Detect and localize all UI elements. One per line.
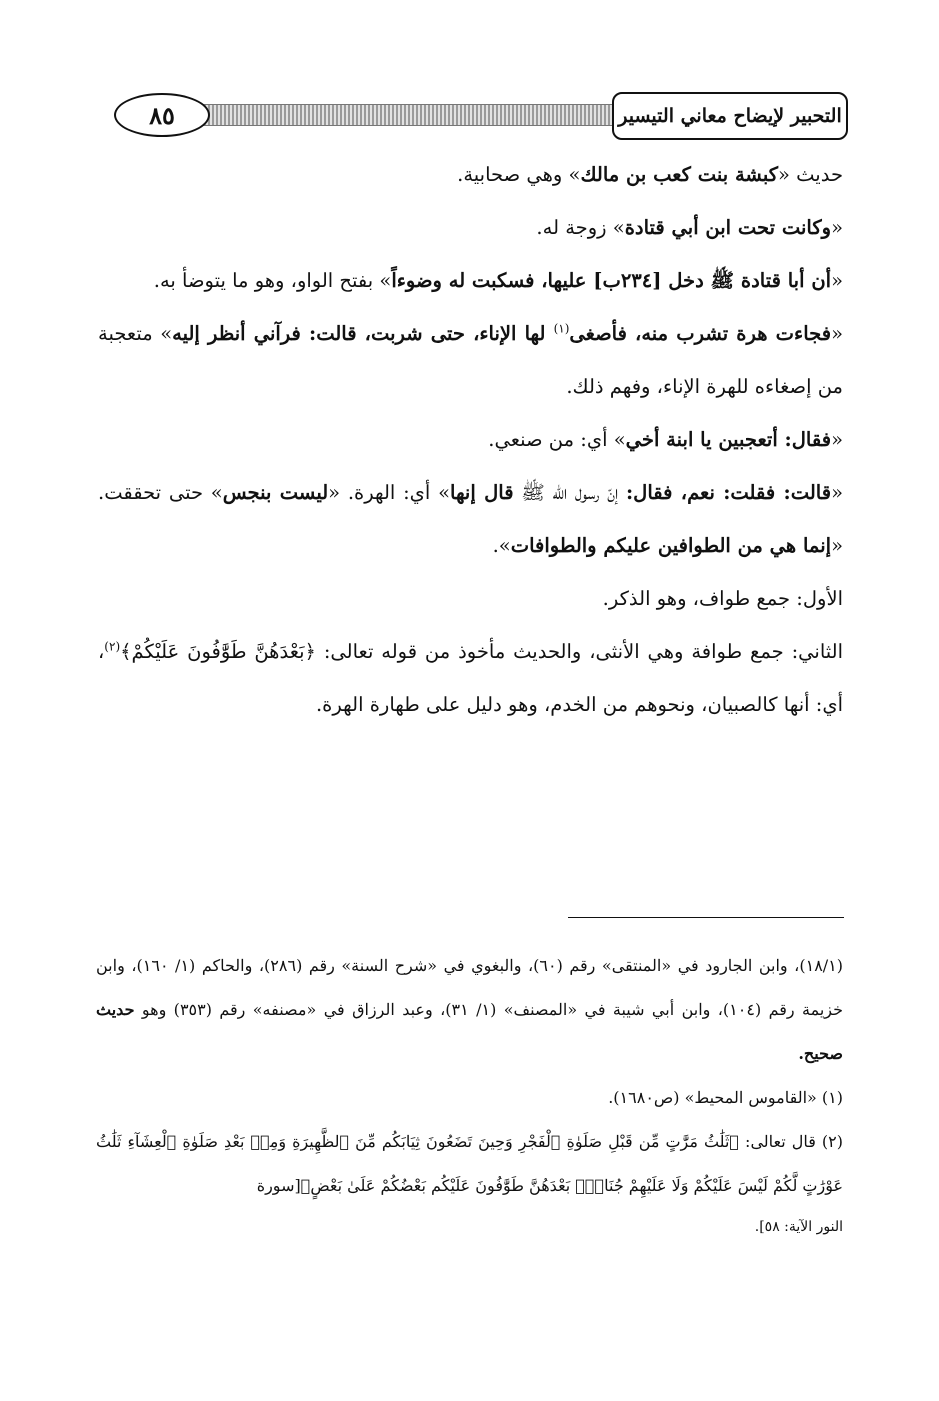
- text: » بفتح الواو، وهو ما يتوضأ به.: [153, 269, 392, 292]
- text: » وهي صحابية.: [457, 163, 581, 186]
- hadith-quote: لها الإناء، حتى شربت، قالت: فرآني أنظر إليه: [172, 322, 554, 345]
- paragraph-7: الأول: جمع طواف، وهو الذكر.: [602, 587, 843, 610]
- text: (١٨/١)، وابن الجارود في «المنتقى» رقم (٦٠)، والبغوي في «شرح السنة» رقم (٢٨٦)، والحاكم (١/ ١٦٠)، وابن خزيمة رقم (١٠٤)، وابن أبي شيبة في «المصنف» (١/ ٣١)، وعبد الرزاق في «مصنفه» رقم (٣٥٣) وهو: [96, 956, 844, 1019]
- hadith-quote: أن أبا قتادة ﷺ دخل [٢٣٤ب] عليها، فسكبت له وضوءاً: [391, 269, 832, 292]
- text: » أي: الهرة. «: [328, 481, 450, 504]
- paragraph-3: [98, 254, 843, 307]
- paragraph-5: [98, 413, 843, 466]
- hadith-quote: قالت: فقلت: نعم، فقال:: [625, 481, 832, 504]
- text: إنّ رسول الله ﷺ: [513, 481, 626, 504]
- footnote-continuation: [96, 944, 843, 1076]
- hadith-quote: قال إنها: [450, 481, 514, 504]
- footnote-marker[interactable]: (١): [553, 321, 570, 336]
- footnote-separator: [568, 917, 844, 918]
- text: حديث «: [778, 163, 843, 186]
- hadith-quote: وكانت تحت ابن أبي قتادة: [624, 216, 832, 239]
- footnote-marker[interactable]: (٢): [104, 639, 121, 654]
- text: » حتى تحققت. «: [98, 481, 843, 557]
- text: » متعجبة من إصغاءه للهرة الإناء، وفهم ذلك.: [98, 322, 843, 398]
- text: «: [831, 216, 843, 239]
- running-header: [100, 92, 848, 140]
- footnotes: [96, 944, 843, 1242]
- text: حديث صحيح.: [96, 1000, 843, 1063]
- header-decorative-band: [160, 104, 688, 126]
- hadith-quote: فجاءت هرة تشرب منه، فأصغى: [569, 322, 832, 345]
- text: » زوجة له.: [536, 216, 625, 239]
- paragraph-4: [98, 307, 843, 413]
- paragraph-1: [98, 148, 843, 201]
- book-title: التحبير لإيضاح معاني التيسير: [612, 92, 848, 140]
- paragraph-6: [98, 466, 843, 572]
- paragraph-8: [98, 625, 843, 731]
- text: «: [831, 428, 843, 451]
- hadith-quote: إنما هي من الطوافين عليكم والطوافات: [510, 534, 832, 557]
- hadith-quote: فقال: أتعجبين يا ابنة أخي: [625, 428, 832, 451]
- text: الثاني: جمع طوافة وهي الأنثى، والحديث مأخوذ من قوله تعالى: ﴿بَعْدَهُنَّ طَوَّٰفُونَ عَلَيْكُمْ﴾: [120, 640, 843, 663]
- text: » أي: من صنعي.: [488, 428, 626, 451]
- footnote-2: (٢) قال تعالى: ﴿ثَلَٰثُ مَرَّٰتٍ مِّن قَبْلِ صَلَوٰةِ ٱلْفَجْرِ وَحِينَ تَضَعُونَ ثِيَابَكُم مِّنَ ٱلظَّهِيرَةِ وَمِنۢ بَعْدِ صَلَوٰةِ ٱلْعِشَآءِ ثَلَٰثُ عَوْرَٰتٍ لَّكُمْ لَيْسَ عَلَيْكُمْ وَلَا عَلَيْهِمْ جُنَاحٌۢ بَعْدَهُنَّ طَوَّٰفُونَ عَلَيْكُم بَعْضُكُمْ عَلَىٰ بَعْضٍ﴾[سورة: [96, 1132, 843, 1195]
- text: «: [831, 481, 844, 504]
- text: ».: [492, 534, 511, 557]
- text: ، أي: أنها كالصبيان، ونحوهم من الخدم، وهو دليل على طهارة الهرة.: [98, 640, 843, 716]
- text: «: [831, 269, 843, 292]
- text: «: [831, 322, 844, 345]
- footnote-1: (١) «القاموس المحيط» (ص١٦٨٠).: [608, 1088, 843, 1107]
- narrator-name: كبشة بنت كعب بن مالك: [580, 163, 778, 186]
- paragraph-2: [98, 201, 843, 254]
- footnote-2-end: النور الآية: ٥٨].: [754, 1219, 843, 1235]
- page-number: ٨٥: [114, 93, 210, 137]
- hadith-quote: ليست بنجس: [222, 481, 329, 504]
- main-text: [98, 148, 843, 731]
